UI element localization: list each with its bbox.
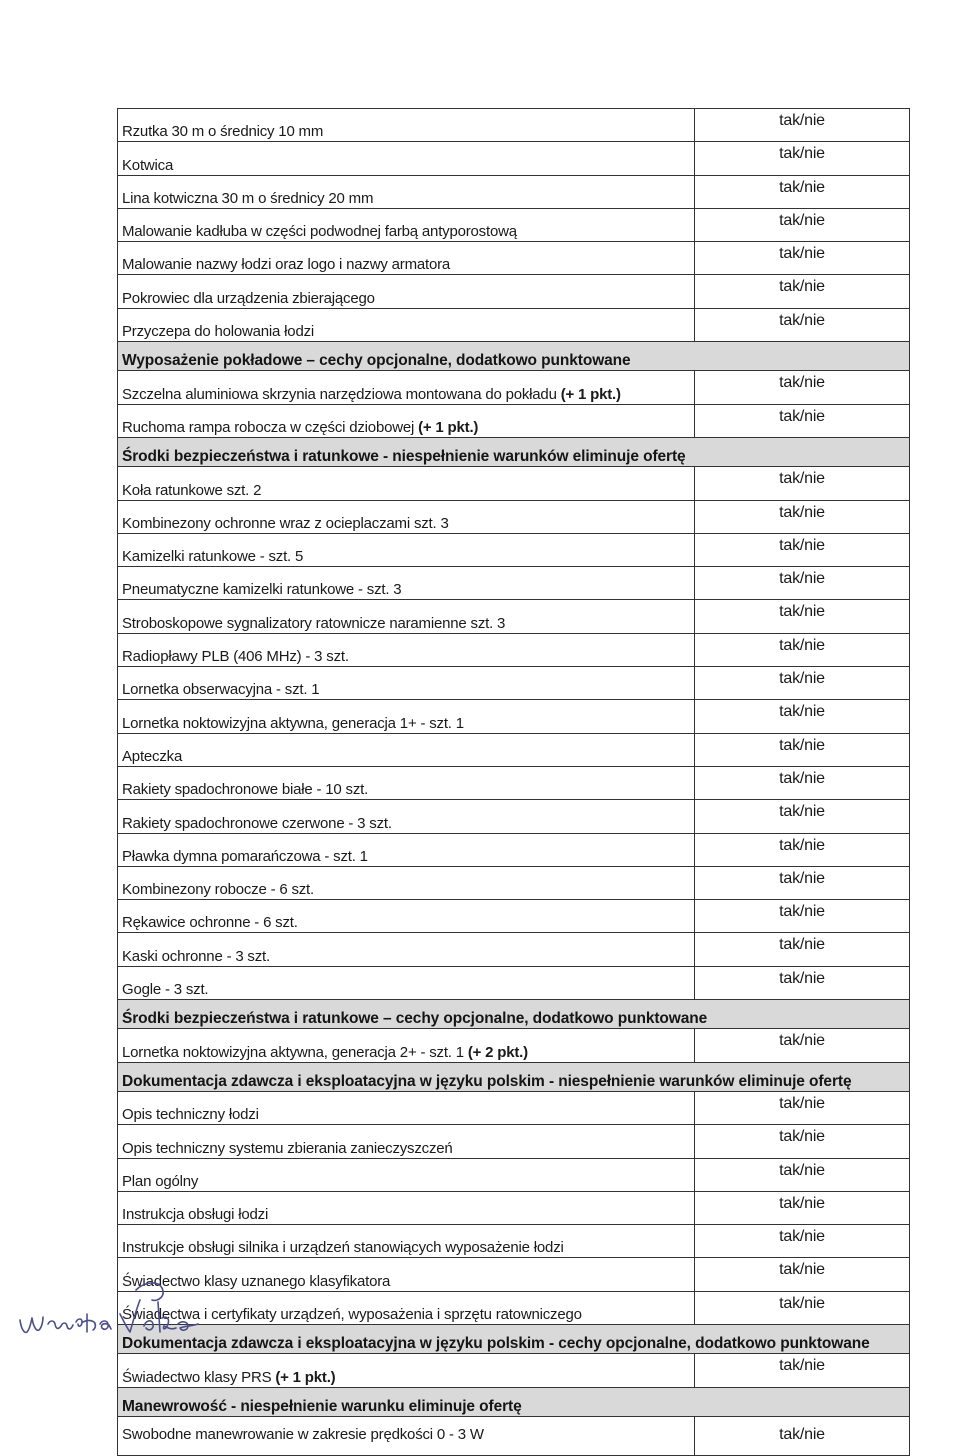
- section-title: Środki bezpieczeństwa i ratunkowe – cechy opcjonalne, dodatkowo punktowane: [118, 1000, 910, 1029]
- answer-cell: tak/nie: [695, 1354, 910, 1387]
- item-label-cell: [118, 800, 695, 833]
- answer-cell: tak/nie: [695, 371, 910, 404]
- table-row: [118, 1029, 910, 1062]
- specification-table: [117, 108, 910, 1456]
- table-row: [118, 533, 910, 566]
- answer-cell: tak/nie: [695, 142, 910, 175]
- bonus-points: (+ 1 pkt.): [275, 1368, 336, 1386]
- section-header-row: [118, 1387, 910, 1416]
- answer-cell: tak/nie: [695, 1225, 910, 1258]
- item-label: Kombinezony robocze - 6 szt.: [122, 881, 314, 899]
- table-row: [118, 1125, 910, 1158]
- item-label: Świadectwo klasy uznanego klasyfikatora: [122, 1272, 391, 1290]
- answer-cell: tak/nie: [695, 308, 910, 341]
- table-row: [118, 900, 910, 933]
- item-label: Lina kotwiczna 30 m o średnicy 20 mm: [122, 189, 374, 207]
- answer-cell: tak/nie: [695, 1091, 910, 1124]
- answer-cell: tak/nie: [695, 600, 910, 633]
- table-row: [118, 933, 910, 966]
- item-label: Malowanie nazwy łodzi oraz logo i nazwy armatora: [122, 256, 451, 274]
- answer-cell: tak/nie: [695, 1191, 910, 1224]
- item-label: Plan ogólny: [122, 1172, 199, 1190]
- specification-table-body: [118, 109, 910, 1456]
- table-row: [118, 633, 910, 666]
- item-label-cell: [118, 1416, 695, 1455]
- section-title: Wyposażenie pokładowe – cechy opcjonalne, dodatkowo punktowane: [118, 342, 910, 371]
- bonus-points: (+ 1 pkt.): [418, 418, 479, 436]
- table-row: [118, 833, 910, 866]
- table-row: [118, 1291, 910, 1324]
- item-label: Stroboskopowe sygnalizatory ratownicze naramienne szt. 3: [122, 614, 506, 632]
- section-title: Dokumentacja zdawcza i eksploatacyjna w języku polskim - niespełnienie warunków eliminuje ofertę: [118, 1062, 910, 1091]
- answer-cell: tak/nie: [695, 567, 910, 600]
- table-row: [118, 1258, 910, 1291]
- answer-cell: tak/nie: [695, 933, 910, 966]
- item-label-cell: [118, 1125, 695, 1158]
- item-label: Swobodne manewrowanie w zakresie prędkości 0 - 3 W: [122, 1426, 484, 1444]
- item-label: Rakiety spadochronowe czerwone - 3 szt.: [122, 814, 392, 832]
- item-label-cell: [118, 371, 695, 404]
- item-label-cell: [118, 733, 695, 766]
- answer-cell: tak/nie: [695, 766, 910, 799]
- item-label-cell: [118, 600, 695, 633]
- table-row: [118, 1158, 910, 1191]
- item-label-cell: [118, 1091, 695, 1124]
- item-label-cell: [118, 966, 695, 999]
- item-label: Opis techniczny systemu zbierania zanieczyszczeń: [122, 1139, 453, 1157]
- item-label-cell: [118, 1191, 695, 1224]
- section-header-row: [118, 342, 910, 371]
- item-label-cell: [118, 208, 695, 241]
- table-row: [118, 567, 910, 600]
- item-label-cell: [118, 633, 695, 666]
- answer-cell: tak/nie: [695, 1125, 910, 1158]
- item-label-cell: [118, 567, 695, 600]
- item-label-cell: [118, 109, 695, 142]
- table-row: [118, 733, 910, 766]
- answer-cell: tak/nie: [695, 1029, 910, 1062]
- section-title: Środki bezpieczeństwa i ratunkowe - niespełnienie warunków eliminuje ofertę: [118, 437, 910, 466]
- specification-sheet: [117, 108, 907, 1456]
- table-row: [118, 371, 910, 404]
- table-row: [118, 404, 910, 437]
- answer-cell: tak/nie: [695, 404, 910, 437]
- bonus-points: (+ 1 pkt.): [560, 385, 621, 403]
- item-label: Pławka dymna pomarańczowa - szt. 1: [122, 847, 368, 865]
- table-row: [118, 1354, 910, 1387]
- table-row: [118, 208, 910, 241]
- item-label-cell: [118, 142, 695, 175]
- item-label-cell: [118, 1225, 695, 1258]
- table-row: [118, 700, 910, 733]
- answer-cell: tak/nie: [695, 1416, 910, 1455]
- section-header-row: [118, 1324, 910, 1353]
- item-label-cell: [118, 533, 695, 566]
- table-row: [118, 667, 910, 700]
- table-row: [118, 308, 910, 341]
- table-row: [118, 275, 910, 308]
- answer-cell: tak/nie: [695, 1291, 910, 1324]
- section-header-row: [118, 437, 910, 466]
- item-label: Opis techniczny łodzi: [122, 1106, 259, 1124]
- table-row: [118, 600, 910, 633]
- item-label: Malowanie kadłuba w części podwodnej farbą antyporostową: [122, 223, 517, 241]
- item-label: Instrukcje obsługi silnika i urządzeń stanowiących wyposażenie łodzi: [122, 1239, 564, 1257]
- answer-cell: tak/nie: [695, 467, 910, 500]
- item-label-cell: [118, 242, 695, 275]
- item-label-cell: [118, 404, 695, 437]
- table-row: [118, 1416, 910, 1455]
- table-row: [118, 966, 910, 999]
- answer-cell: tak/nie: [695, 833, 910, 866]
- answer-cell: tak/nie: [695, 733, 910, 766]
- item-label-cell: [118, 900, 695, 933]
- item-label-cell: [118, 766, 695, 799]
- item-label-cell: [118, 866, 695, 899]
- answer-cell: tak/nie: [695, 900, 910, 933]
- item-label: Apteczka: [122, 747, 183, 765]
- item-label: Koła ratunkowe szt. 2: [122, 481, 262, 499]
- item-label: Lornetka noktowizyjna aktywna, generacja 2+ - szt. 1: [122, 1043, 468, 1061]
- item-label: Przyczepa do holowania łodzi: [122, 323, 315, 341]
- item-label: Gogle - 3 szt.: [122, 981, 209, 999]
- item-label: Rzutka 30 m o średnicy 10 mm: [122, 123, 324, 141]
- table-row: [118, 500, 910, 533]
- answer-cell: tak/nie: [695, 866, 910, 899]
- section-title: Manewrowość - niespełnienie warunku eliminuje ofertę: [118, 1387, 910, 1416]
- item-label: Rakiety spadochronowe białe - 10 szt.: [122, 781, 369, 799]
- item-label-cell: [118, 500, 695, 533]
- answer-cell: tak/nie: [695, 1258, 910, 1291]
- item-label-cell: [118, 667, 695, 700]
- table-row: [118, 800, 910, 833]
- item-label: Radiopławy PLB (406 MHz) - 3 szt.: [122, 648, 349, 666]
- item-label: Pneumatyczne kamizelki ratunkowe - szt. 3: [122, 581, 402, 599]
- section-header-row: [118, 1062, 910, 1091]
- answer-cell: tak/nie: [695, 175, 910, 208]
- answer-cell: tak/nie: [695, 633, 910, 666]
- item-label-cell: [118, 308, 695, 341]
- item-label: Kotwica: [122, 156, 174, 174]
- answer-cell: tak/nie: [695, 533, 910, 566]
- item-label: Rękawice ochronne - 6 szt.: [122, 914, 298, 932]
- answer-cell: tak/nie: [695, 700, 910, 733]
- table-row: [118, 766, 910, 799]
- answer-cell: tak/nie: [695, 275, 910, 308]
- table-row: [118, 142, 910, 175]
- item-label-cell: [118, 933, 695, 966]
- item-label-cell: [118, 1354, 695, 1387]
- bonus-points: (+ 2 pkt.): [467, 1043, 528, 1061]
- table-row: [118, 242, 910, 275]
- item-label: Instrukcja obsługi łodzi: [122, 1206, 269, 1224]
- item-label-cell: [118, 1029, 695, 1062]
- item-label: Lornetka noktowizyjna aktywna, generacja 1+ - szt. 1: [122, 714, 464, 732]
- answer-cell: tak/nie: [695, 1158, 910, 1191]
- item-label-cell: [118, 700, 695, 733]
- item-label-cell: [118, 175, 695, 208]
- item-label-cell: [118, 275, 695, 308]
- handwritten-signature: [12, 1262, 212, 1352]
- item-label: Kombinezony ochronne wraz z ocieplaczami szt. 3: [122, 514, 449, 532]
- item-label: Lornetka obserwacyjna - szt. 1: [122, 681, 320, 699]
- item-label-cell: [118, 467, 695, 500]
- item-label: Świadectwa i certyfikaty urządzeń, wyposażenia i sprzętu ratowniczego: [122, 1305, 582, 1323]
- answer-cell: tak/nie: [695, 667, 910, 700]
- table-row: [118, 866, 910, 899]
- item-label-cell: [118, 1158, 695, 1191]
- item-label: Ruchoma rampa robocza w części dziobowej: [122, 418, 419, 436]
- answer-cell: tak/nie: [695, 109, 910, 142]
- answer-cell: tak/nie: [695, 800, 910, 833]
- table-row: [118, 467, 910, 500]
- item-label: Kaski ochronne - 3 szt.: [122, 947, 270, 965]
- answer-cell: tak/nie: [695, 208, 910, 241]
- item-label: Pokrowiec dla urządzenia zbierającego: [122, 289, 375, 307]
- item-label: Kamizelki ratunkowe - szt. 5: [122, 548, 304, 566]
- item-label-cell: [118, 833, 695, 866]
- table-row: [118, 1225, 910, 1258]
- answer-cell: tak/nie: [695, 242, 910, 275]
- table-row: [118, 175, 910, 208]
- answer-cell: tak/nie: [695, 500, 910, 533]
- item-label: Szczelna aluminiowa skrzynia narzędziowa montowana do pokładu: [122, 385, 561, 403]
- item-label: Świadectwo klasy PRS: [122, 1368, 276, 1386]
- table-row: [118, 1091, 910, 1124]
- section-title: Dokumentacja zdawcza i eksploatacyjna w języku polskim - cechy opcjonalne, dodatkowo punktowane: [118, 1324, 910, 1353]
- answer-cell: tak/nie: [695, 966, 910, 999]
- section-header-row: [118, 1000, 910, 1029]
- table-row: [118, 1191, 910, 1224]
- table-row: [118, 109, 910, 142]
